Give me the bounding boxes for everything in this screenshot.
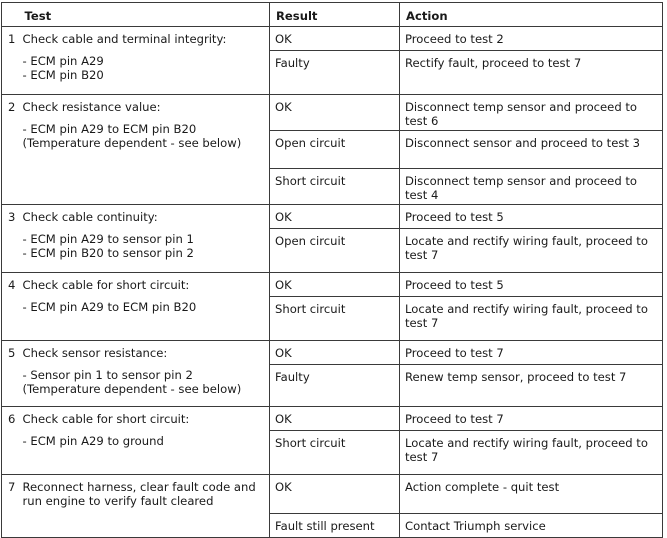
test-detail-line: - ECM pin B20 xyxy=(22,68,104,82)
test-description xyxy=(19,205,270,273)
test-title: Check resistance value: xyxy=(22,100,161,114)
action-text: Locate and rectify wiring fault, proceed to test 7 xyxy=(405,302,648,330)
result-cell: Fault still present xyxy=(270,514,400,538)
test-description xyxy=(19,95,270,205)
result-cell: OK xyxy=(270,205,400,229)
table-body xyxy=(2,27,663,538)
action-text: Proceed to test 2 xyxy=(405,32,504,46)
action-text: Proceed to test 7 xyxy=(405,412,504,426)
action-text: Contact Triumph service xyxy=(405,519,546,533)
result-cell: Short circuit xyxy=(270,431,400,475)
test-title: Check cable for short circuit: xyxy=(22,412,190,426)
action-text: Disconnect temp sensor and proceed to test 4 xyxy=(405,174,637,202)
test-number: 1 xyxy=(2,27,19,95)
action-cell xyxy=(400,51,663,95)
test-title: Check cable continuity: xyxy=(22,210,158,224)
test-detail-line: (Temperature dependent - see below) xyxy=(22,136,242,150)
test-description xyxy=(19,273,270,341)
test-detail-line: - ECM pin A29 to ECM pin B20 xyxy=(22,122,197,136)
action-cell xyxy=(400,514,663,538)
test-description xyxy=(19,407,270,475)
test-number: 2 xyxy=(2,95,19,205)
result-cell: OK xyxy=(270,475,400,514)
result-cell: OK xyxy=(270,95,400,131)
test-title: Check cable and terminal integrity: xyxy=(22,32,227,46)
action-cell xyxy=(400,229,663,273)
test-detail-line: - ECM pin B20 to sensor pin 2 xyxy=(22,246,194,260)
result-cell: OK xyxy=(270,341,400,365)
action-cell xyxy=(400,95,663,131)
action-text: Disconnect sensor and proceed to test 3 xyxy=(405,136,640,150)
action-cell xyxy=(400,169,663,205)
test-detail xyxy=(23,300,266,314)
table-row xyxy=(2,205,663,229)
test-detail xyxy=(23,54,266,82)
result-cell: Short circuit xyxy=(270,169,400,205)
test-detail xyxy=(23,232,266,260)
test-description xyxy=(19,27,270,95)
table-header-row xyxy=(2,3,663,27)
action-text: Locate and rectify wiring fault, proceed to test 7 xyxy=(405,234,648,262)
result-cell: Faulty xyxy=(270,365,400,407)
action-cell xyxy=(400,131,663,169)
test-number: 3 xyxy=(2,205,19,273)
table-row xyxy=(2,27,663,51)
result-cell: OK xyxy=(270,407,400,431)
result-cell: Open circuit xyxy=(270,229,400,273)
action-text: Renew temp sensor, proceed to test 7 xyxy=(405,370,627,384)
test-detail-line: - ECM pin A29 to sensor pin 1 xyxy=(22,232,194,246)
action-text: Proceed to test 5 xyxy=(405,278,504,292)
test-detail xyxy=(23,368,266,396)
action-cell xyxy=(400,27,663,51)
test-title: Reconnect harness, clear fault code and run engine to verify fault cleared xyxy=(22,480,256,508)
test-number: 5 xyxy=(2,341,19,407)
test-detail-line: - ECM pin A29 to ECM pin B20 xyxy=(22,300,197,314)
table-row xyxy=(2,341,663,365)
action-cell xyxy=(400,365,663,407)
result-cell: Short circuit xyxy=(270,297,400,341)
test-detail-line: - ECM pin A29 to ground xyxy=(22,434,164,448)
table-row xyxy=(2,273,663,297)
action-text: Rectify fault, proceed to test 7 xyxy=(405,56,582,70)
test-detail-line: - Sensor pin 1 to sensor pin 2 xyxy=(22,368,193,382)
test-detail-line: (Temperature dependent - see below) xyxy=(22,382,242,396)
action-text: Action complete - quit test xyxy=(405,480,560,494)
diagnostic-test-table xyxy=(1,2,663,538)
test-detail-line: - ECM pin A29 xyxy=(22,54,104,68)
header-num-cell xyxy=(2,3,19,27)
test-number: 6 xyxy=(2,407,19,475)
test-detail xyxy=(23,122,266,150)
action-text: Disconnect temp sensor and proceed to test 6 xyxy=(405,100,637,128)
test-title: Check cable for short circuit: xyxy=(22,278,190,292)
header-action: Action xyxy=(400,3,663,27)
test-number: 4 xyxy=(2,273,19,341)
header-result: Result xyxy=(270,3,400,27)
result-cell: OK xyxy=(270,273,400,297)
table-row xyxy=(2,475,663,514)
action-cell xyxy=(400,431,663,475)
test-title: Check sensor resistance: xyxy=(22,346,168,360)
table-row xyxy=(2,95,663,131)
action-text: Proceed to test 7 xyxy=(405,346,504,360)
action-cell xyxy=(400,273,663,297)
action-cell xyxy=(400,341,663,365)
action-text: Proceed to test 5 xyxy=(405,210,504,224)
action-cell xyxy=(400,205,663,229)
result-cell: Faulty xyxy=(270,51,400,95)
test-number: 7 xyxy=(2,475,19,538)
test-detail xyxy=(23,434,266,448)
test-description xyxy=(19,341,270,407)
action-cell xyxy=(400,297,663,341)
table-row xyxy=(2,407,663,431)
action-cell xyxy=(400,475,663,514)
result-cell: OK xyxy=(270,27,400,51)
action-text: Locate and rectify wiring fault, proceed to test 7 xyxy=(405,436,648,464)
test-description xyxy=(19,475,270,538)
action-cell xyxy=(400,407,663,431)
header-test: Test xyxy=(19,3,270,27)
result-cell: Open circuit xyxy=(270,131,400,169)
